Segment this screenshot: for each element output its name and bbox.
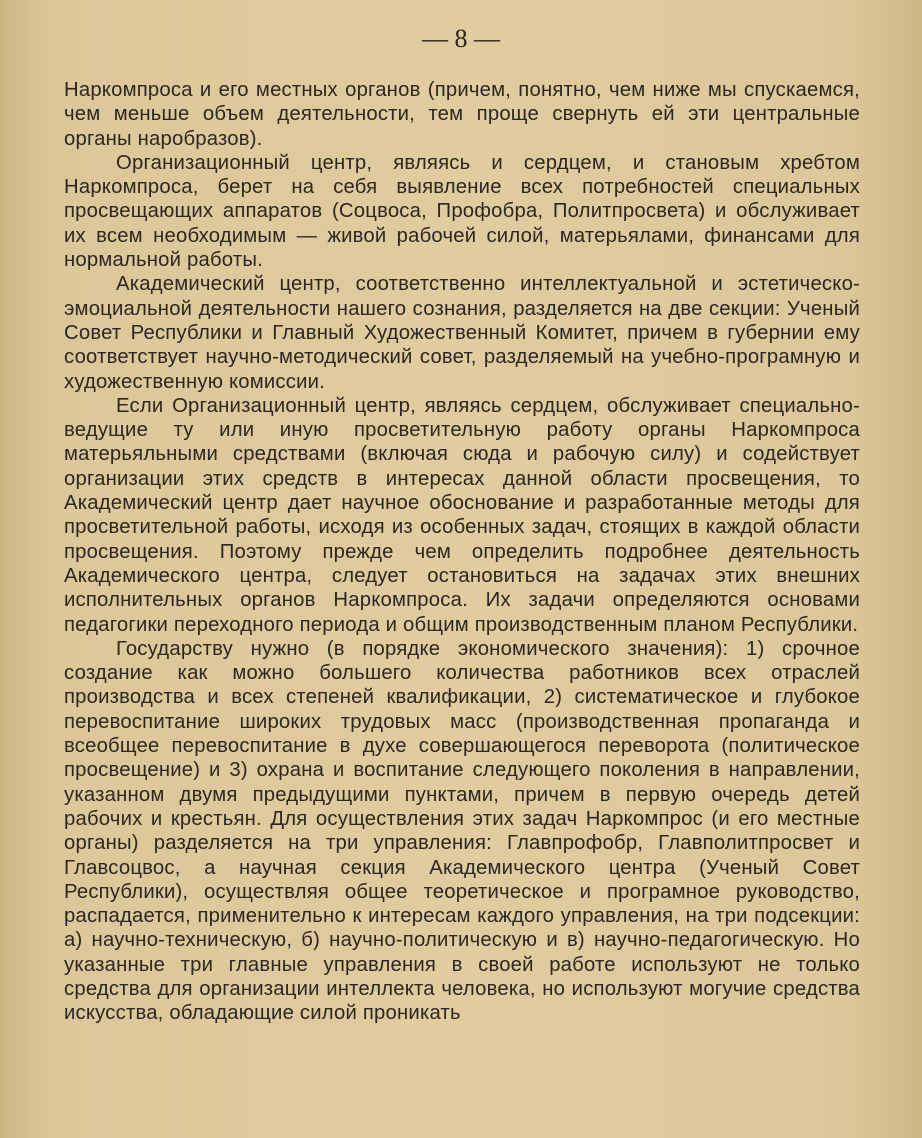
paragraph-continuation: Наркомпроса и его местных органов (причем, понятно, чем ниже мы спускаемся, чем меньше объем деятельности, тем проще свернуть ей эти центральные органы наробразов). xyxy=(64,79,860,150)
body-text xyxy=(64,78,860,1026)
page-number: — 8 — xyxy=(422,24,500,53)
paragraph-state-needs: Государству нужно (в порядке экономического значения): 1) срочное создание как можно большего количества работников всех отраслей производства и всех степеней квалификации, 2) систематическое и глубокое перевоспитание широких трудовых масс (производственная пропаганда и всеобщее перевоспитание в духе совершающегося переворота (политическое просвещение) и 3) охрана и воспитание следующего поколения в направлении, указанном двумя предыдущими пунктами, причем в первую очередь детей рабочих и крестьян. Для осуществления этих задач Наркомпрос (и его местные органы) разделяется на три управления: Главпрофобр, Главполитпросвет и Главсоцвос, а научная секция Академического центра (Ученый Совет Республики), осуществляя общее теоретическое и програмное руководство, распадается, применительно к интересам каждого управления, на три подсекции: а) научно-техническую, б) научно-политическую и в) научно-педагогическую. Но указанные три главные управления в своей работе используют не только средства для организации интеллекта человека, но используют могучие средства искусства, обладающие силой проникать xyxy=(64,637,860,1025)
paragraph-tasks-of-organs: Если Организационный центр, являясь сердцем, обслуживает специально-ведущие ту или иную просветительную работу органы Наркомпроса матерьяльными средствами (включая сюда и рабочую силу) и содействует организации этих средств в интересах данной области просвещения, то Академический центр дает научное обоснование и разработанные методы для просветительной работы, исходя из особенных задач, стоящих в каждой области просвещения. Поэтому прежде чем определить подробнее деятельность Академического центра, следует остановиться на задачах этих внешних исполнительных органов Наркомпроса. Их задачи определяются основами педагогики переходного периода и общим производственным планом Республики. xyxy=(64,394,860,636)
paragraph-academic-center: Академический центр, соответственно интеллектуальной и эстетическо-эмоциальной деятельности нашего сознания, разделяется на две секции: Ученый Совет Республики и Главный Художественный Комитет, причем в губернии ему соответствует научно-методический совет, разделяемый на учебно-програмную и художественную комиссии. xyxy=(64,273,860,393)
paragraph-organizational-center: Организационный центр, являясь и сердцем, и становым хребтом Наркомпроса, берет на себя выявление всех потребностей специальных просвещающих аппаратов (Соцвоса, Профобра, Политпросвета) и обслуживает их всем необходимым — живой рабочей силой, матерьялами, финансами для нормальной работы. xyxy=(64,151,860,272)
